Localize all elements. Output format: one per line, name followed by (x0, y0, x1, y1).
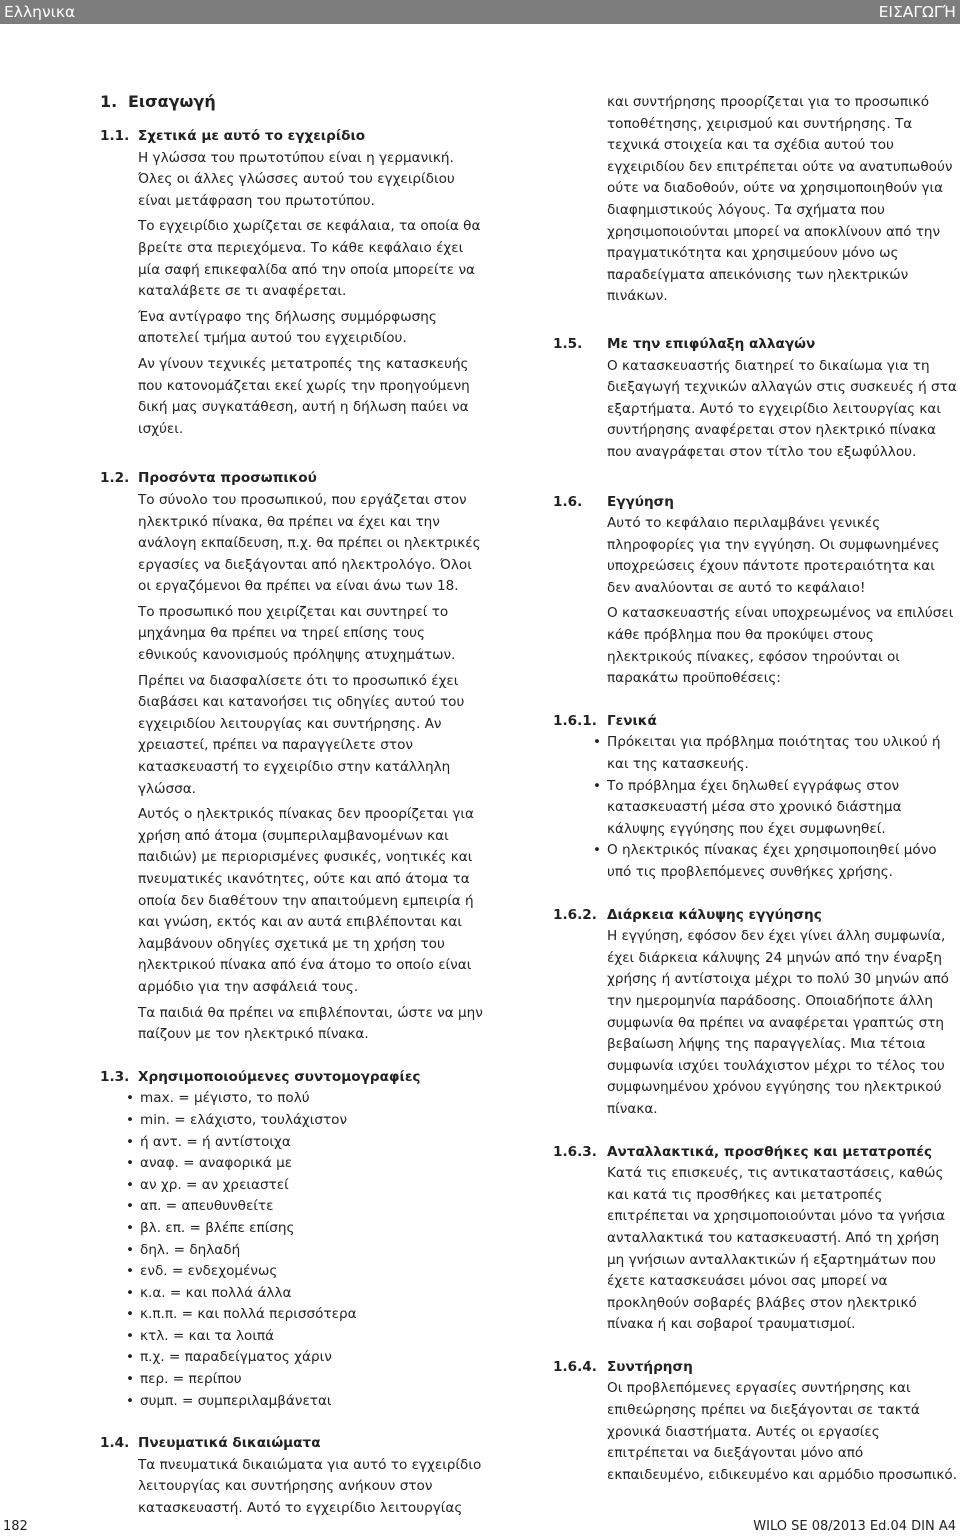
paragraph: Πρέπει να διασφαλίσετε ότι το προσωπικό έχει διαβάσει και κατανοήσει τις οδηγίες αυτού του εγχειριδίου λειτουργίας και συντήρησης. Αν χρειαστεί, πρέπει να παραγγείλετε στον κατασκευαστή το εγχειρίδιο στην κατάλληλη γλώσσα. (138, 672, 465, 797)
paragraph: Το σύνολο του προσωπικού, που εργάζεται στον ηλεκτρικό πίνακα, θα πρέπει να έχει και την ανάλογη εκπαίδευση, π.χ. θα πρέπει οι ηλεκτρικές εργασίες να διεξάγονται από ηλεκτρολόγο. Όλοι οι εργαζόμενοι θα πρέπει να είναι άνω των 18. (138, 491, 481, 595)
paragraph: Κατά τις επισκευές, τις αντικαταστάσεις, καθώς και κατά τις προσθήκες και μετατροπές επιτρέπεται να χρησιμοποιούνται μόνο τα γνήσια ανταλλακτικά του κατασκευαστή. Από τη χρήση μη γνήσιων ανταλλακτικών ή εξαρτημάτων που έχετε κατασκευάσει μόνοι σας μπορεί να προκληθούν σοβαρές βλάβες στον ηλεκτρικό πίνακα ή και σοβαροί τραυματισμοί. (607, 1165, 946, 1333)
section-title: Προσόντα προσωπικού (138, 470, 317, 487)
list-item: • Ο ηλεκτρικός πίνακας έχει χρησιμοποιηθεί μόνο υπό τις προβλεπόμενες συνθήκες χρήσης. (593, 840, 960, 883)
section-title: Πνευματικά δικαιώματα (138, 1435, 321, 1452)
section-number: 1.1. (100, 128, 130, 144)
list-item: • κ.π.π. = και πολλά περισσότερα (126, 1304, 485, 1326)
section-1-3 (100, 1067, 485, 1413)
section-title: Εγγύηση (607, 493, 674, 510)
section-1-6 (553, 492, 960, 690)
section-number: 1.6. (553, 493, 583, 510)
list-item: • περ. = περίπου (126, 1369, 485, 1391)
paragraph: Τα πνευματικά δικαιώματα για αυτό το εγχειρίδιο λειτουργίας και συντήρησης ανήκουν στον κατασκευαστή. Αυτό το εγχειρίδιο λειτουργίας (138, 1456, 482, 1517)
section-1-6-1 (553, 711, 960, 884)
paragraph: Ένα αντίγραφο της δήλωσης συμμόρφωσης αποτελεί τμήμα αυτού του εγχειριδίου. (138, 308, 437, 347)
section-1-6-3 (553, 1142, 960, 1336)
section-number: 1.5. (553, 335, 583, 352)
header-bar (0, 0, 960, 24)
paragraph: Ο κατασκευαστής είναι υποχρεωμένος να επιλύσει κάθε πρόβλημα που θα προκύψει στους ηλεκτρικούς πίνακες, εφόσον τηρούνται οι παρακάτω προϋποθέσεις: (607, 605, 954, 687)
list-item: • αναφ. = αναφορικά με (126, 1153, 485, 1175)
paragraph: Η εγγύηση, εφόσον δεν έχει γίνει άλλη συμφωνία, έχει διάρκεια κάλυψης 24 μηνών από την έναρξη χρήσης ή αντίστοιχα μέχρι το πολύ 30 μηνών από την ημερομηνία παράδοσης. Οποιαδήποτε άλλη συμφωνία θα πρέπει να αναφέρεται γραπτώς στη βεβαίωση λήψης της παραγγελίας. Μια τέτοια συμφωνία ισχύει τουλάχιστον μέχρι το τέλος του συμφωνημένου χρόνου εγγύησης του ηλεκτρικού πίνακα. (607, 928, 949, 1117)
section-1-2 (100, 468, 485, 1045)
section-title: Με την επιφύλαξη αλλαγών (607, 335, 816, 352)
right-column (553, 92, 960, 1507)
paragraph: Αν γίνουν τεχνικές μετατροπές της κατασκευής που κατονομάζεται εκεί χωρίς την προηγούμενη δική μας συγκατάθεση, αυτή η δήλωση παύει να ισχύει. (138, 355, 470, 437)
paragraph: Ο κατασκευαστής διατηρεί το δικαίωμα για τη διεξαγωγή τεχνικών αλλαγών στις συσκευές ή στα εξαρτήματα. Αυτό το εγχειρίδιο λειτουργίας και συντήρησης αναφέρεται στον ηλεκτρικό πίνακα που αναγράφεται στον τίτλο του εξωφύλλου. (607, 357, 957, 460)
section-number: 1.6.2. (553, 906, 597, 923)
list-item: • ενδ. = ενδεχομένως (126, 1261, 485, 1283)
paragraph: Αυτό το κεφάλαιο περιλαμβάνει γενικές πληροφορίες για την εγγύηση. Οι συμφωνημένες υποχρεώσεις έχουν πάντοτε προτεραιότητα και δεν αναλύονται σε αυτό το κεφάλαιο! (607, 515, 940, 596)
section-1-1 (100, 126, 485, 440)
header-section: ΕΙΣΑΓΩΓΉ (878, 3, 956, 21)
paragraph: Αυτός ο ηλεκτρικός πίνακας δεν προορίζεται για χρήση από άτομα (συμπεριλαμβανομένων και παιδιών) με περιορισμένες φυσικές, νοητικές και πνευματικές ικανότητες, ούτε και από άτομα τα οποία δεν διαθέτουν την απαιτούμενη εμπειρία ή και γνώση, εκτός και αν αυτά επιβλέπονται και λαμβάνουν οδηγίες σχετικά με τη χρήση του ηλεκτρικού πίνακα από ένα άτομο το οποίο είναι αρμόδιο για την ασφάλειά τους. (138, 806, 474, 995)
publisher-info: WILO SE 08/2013 Ed.04 DIN A4 (753, 1519, 956, 1534)
abbreviation-list (100, 1088, 485, 1412)
chapter-heading (90, 90, 485, 114)
paragraph: Τα παιδιά θα πρέπει να επιβλέπονται, ώστε να μην παίζουν με τον ηλεκτρικό πίνακα. (138, 1004, 483, 1043)
section-number: 1.6.1. (553, 712, 597, 729)
section-number: 1.3. (100, 1068, 130, 1085)
section-title: Σχετικά με αυτό το εγχειρίδιο (138, 128, 366, 144)
list-item: • αν χρ. = αν χρειαστεί (126, 1175, 485, 1197)
list-item: • συμπ. = συμπεριλαμβάνεται (126, 1391, 485, 1413)
list-item: • π.χ. = παραδείγματος χάριν (126, 1347, 485, 1369)
list-item: • Πρόκειται για πρόβλημα ποιότητας του υλικού ή και της κατασκευής. (593, 732, 960, 775)
list-item: • βλ. επ. = βλέπε επίσης (126, 1218, 485, 1240)
list-item: • απ. = απευθυνθείτε (126, 1196, 485, 1218)
conditions-list (553, 732, 960, 883)
section-number: 1.6.3. (553, 1143, 597, 1160)
section-1-4 (100, 1433, 485, 1519)
paragraph: Το εγχειρίδιο χωρίζεται σε κεφάλαια, τα οποία θα βρείτε στα περιεχόμενα. Το κάθε κεφάλαιο έχει μία σαφή επικεφαλίδα από την οποία μπορείτε να καταλάβετε σε τι αναφέρεται. (138, 218, 481, 300)
continuation-block (553, 92, 960, 308)
section-number: 1.4. (100, 1435, 130, 1452)
list-item: • Το πρόβλημα έχει δηλωθεί εγγράφως στον κατασκευαστή μέσα στο χρονικό διάστημα κάλυψης εγγύησης που έχει συμφωνηθεί. (593, 776, 960, 841)
page-number: 182 (3, 1519, 28, 1534)
paragraph: Το προσωπικό που χειρίζεται και συντηρεί το μηχάνημα θα πρέπει να τηρεί επίσης τους εθνικούς κανονισμούς πρόληψης ατυχημάτων. (138, 603, 456, 664)
paragraph: και συντήρησης προορίζεται για το προσωπικό τοποθέτησης, χειρισμού και συντήρησης. Τα τεχνικά στοιχεία και τα σχέδια αυτού του εγχειριδίου δεν επιτρέπεται ούτε να ανατυπωθούν ούτε να διαδοθούν, ούτε να χρησιμοποιηθούν για διαφημιστικούς λόγους. Τα σχήματα που χρησιμοποιούνται μπορεί να αποκλίνουν από την πραγματικότητα και χρησιμεύουν μόνο ως παραδείγματα απεικόνισης των ηλεκτρικών πινάκων. (607, 94, 953, 305)
list-item: • κτλ. = και τα λοιπά (126, 1326, 485, 1348)
section-title: Συντήρηση (607, 1358, 693, 1375)
section-title: Διάρκεια κάλυψης εγγύησης (607, 906, 822, 923)
list-item: • κ.α. = και πολλά άλλα (126, 1283, 485, 1305)
list-item: • max. = μέγιστο, το πολύ (126, 1088, 485, 1110)
section-1-6-2 (553, 905, 960, 1121)
list-item: • ή αντ. = ή αντίστοιχα (126, 1132, 485, 1154)
section-title: Ανταλλακτικά, προσθήκες και μετατροπές (607, 1143, 933, 1160)
section-1-6-4 (553, 1357, 960, 1487)
list-item: • min. = ελάχιστο, τουλάχιστον (126, 1110, 485, 1132)
section-number: 1.6.4. (553, 1358, 597, 1375)
section-title: Γενικά (607, 712, 657, 729)
list-item: • δηλ. = δηλαδή (126, 1240, 485, 1262)
section-number: 1.2. (100, 470, 130, 487)
header-language: Ελληνικα (4, 3, 76, 21)
chapter-number: 1. (100, 92, 118, 111)
paragraph: Οι προβλεπόμενες εργασίες συντήρησης και επιθεώρησης πρέπει να διεξάγονται σε τακτά χρονικά διαστήματα. Αυτές οι εργασίες επιτρέπεται να διεξάγονται μόνο από εκπαιδευμένο, ειδικευμένο και αρμόδιο προσωπικό. (607, 1380, 958, 1483)
left-column (100, 90, 485, 1539)
section-1-5 (553, 334, 960, 464)
paragraph: Η γλώσσα του πρωτοτύπου είναι η γερμανική. Όλες οι άλλες γλώσσες αυτού του εγχειρίδιου είναι μετάφραση του πρωτοτύπου. (138, 149, 455, 209)
section-title: Χρησιμοποιούμενες συντομογραφίες (138, 1068, 421, 1085)
chapter-title: Εισαγωγή (128, 92, 216, 111)
